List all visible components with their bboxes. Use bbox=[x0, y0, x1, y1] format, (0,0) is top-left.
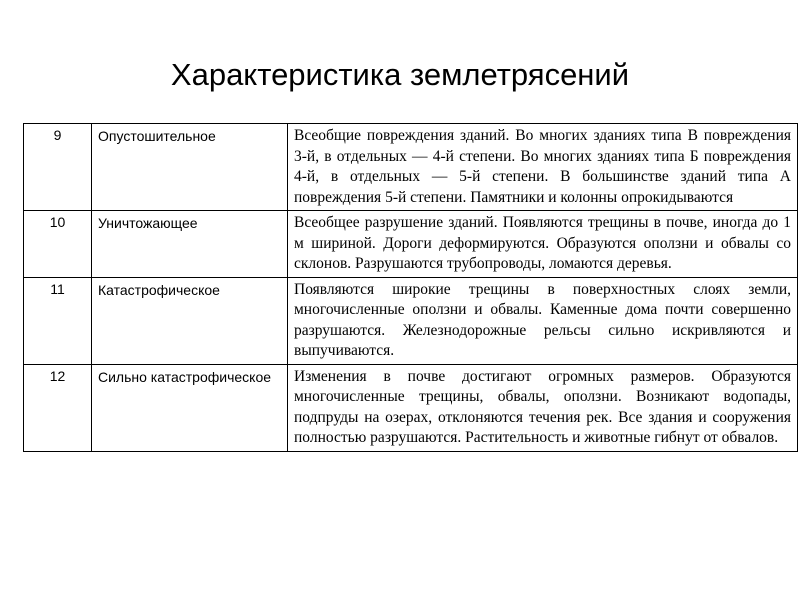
description-cell: Всеобщие повреждения зданий. Во многих зданиях типа В повреждения 3-й, в отдельных — 4-й степени. Во многих зданиях типа Б повреждения 4-й, в отдельных — 5-й степени. В большинстве зданий типа А повреждения 5-й степени. Памятники и колонны опрокидываются bbox=[288, 124, 798, 211]
table-row bbox=[24, 124, 798, 211]
table-row bbox=[24, 364, 798, 451]
slide-title: Характеристика землетрясений bbox=[170, 57, 630, 92]
magnitude-cell: 11 bbox=[24, 277, 92, 364]
intensity-name-cell: Уничтожающее bbox=[92, 211, 288, 278]
intensity-name-cell: Катастрофическое bbox=[92, 277, 288, 364]
magnitude-cell: 10 bbox=[24, 211, 92, 278]
description-cell: Изменения в почве достигают огромных размеров. Образуются многочисленные трещины, обвалы, оползни. Возникают водопады, подпруды на озерах, отклоняются течения рек. Все здания и сооружения полностью разрушаются. Растительность и животные гибнут от обвалов. bbox=[288, 364, 798, 451]
description-cell: Появляются широкие трещины в поверхностных слоях земли, многочисленные оползни и обвалы. Каменные дома почти совершенно разрушаются. Железнодорожные рельсы сильно искривляются и выпучиваются. bbox=[288, 277, 798, 364]
description-cell: Всеобщее разрушение зданий. Появляются трещины в почве, иногда до 1 м шириной. Дороги деформируются. Образуются оползни и обвалы со склонов. Разрушаются трубопроводы, ломаются деревья. bbox=[288, 211, 798, 278]
intensity-name-cell: Опустошительное bbox=[92, 124, 288, 211]
magnitude-cell: 9 bbox=[24, 124, 92, 211]
magnitude-cell: 12 bbox=[24, 364, 92, 451]
table-row bbox=[24, 277, 798, 364]
intensity-name-cell: Сильно катастрофическое bbox=[92, 364, 288, 451]
table-row bbox=[24, 211, 798, 278]
earthquake-table bbox=[23, 123, 798, 452]
